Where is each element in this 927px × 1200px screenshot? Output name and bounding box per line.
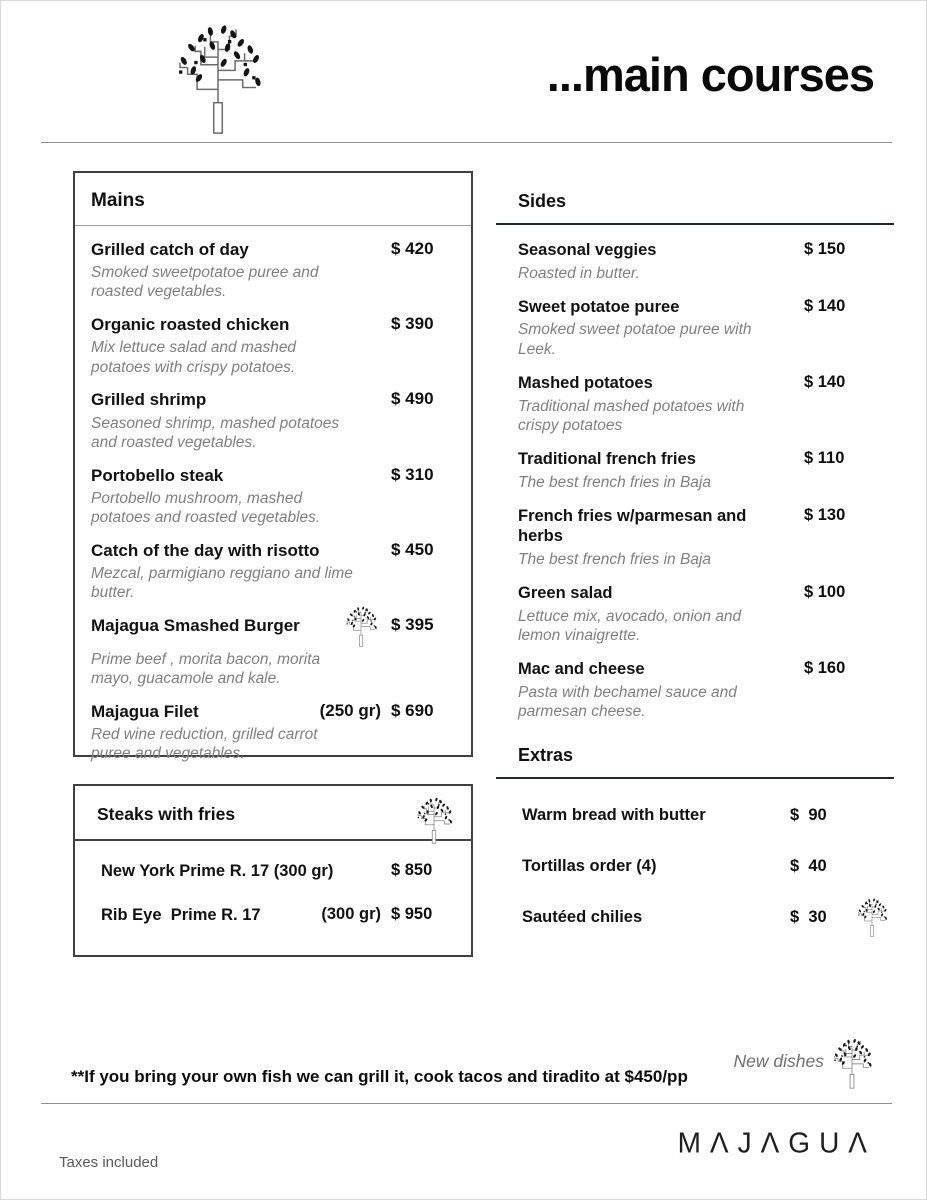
item-price: $ 450	[391, 539, 434, 559]
item-description: Seasoned shrimp, mashed potatoes and roasted vegetables.	[91, 414, 340, 451]
item-name: Seasonal veggies	[518, 241, 657, 259]
item-name: Sweet potatoe puree	[518, 297, 680, 316]
item-price: $ 140	[804, 296, 846, 315]
mains-title: Mains	[91, 190, 145, 211]
item-name: Grilled shrimp	[91, 390, 207, 410]
majagua-wordmark: MΛJΛGUΛ	[677, 1126, 876, 1159]
sides-title: Sides	[518, 191, 567, 211]
item-description: The best french fries in Baja	[518, 551, 711, 569]
item-price: $ 90	[790, 805, 827, 824]
menu-item	[91, 701, 455, 764]
tree-icon	[341, 605, 381, 647]
item-price: $ 850	[391, 861, 433, 879]
menu-item	[91, 540, 455, 603]
menu-item	[91, 389, 455, 452]
steaks-item-list	[75, 841, 471, 925]
menu-item	[522, 897, 894, 937]
item-price: $ 130	[804, 505, 846, 524]
item-name: Organic roasted chicken	[91, 315, 290, 335]
item-description: Red wine reduction, grilled carrot puree and vegetables.	[91, 726, 318, 763]
item-description: Portobello mushroom, mashed potatoes and roasted vegetables.	[91, 489, 321, 527]
item-name: Tortillas order (4)	[522, 857, 657, 876]
menu-item	[518, 659, 894, 721]
item-price: $ 310	[391, 464, 434, 484]
item-price: $ 690	[391, 700, 434, 720]
item-description: The best french fries in Baja	[518, 473, 711, 491]
menu-item	[91, 465, 455, 528]
icon-slot	[850, 846, 894, 886]
header-divider	[41, 142, 892, 143]
menu-item	[101, 905, 455, 926]
new-dishes-badge	[734, 1037, 874, 1089]
icon-slot	[850, 795, 894, 835]
item-size: (300 gr)	[321, 904, 381, 923]
item-description: Mix lettuce salad and mashed potatoes with crispy potatoes.	[91, 339, 297, 376]
majagua-tree-logo-icon	[167, 21, 269, 135]
item-price: $ 30	[790, 907, 827, 926]
mains-item-list	[75, 226, 471, 764]
item-size: (250 gr)	[319, 700, 381, 720]
item-description: Mezcal, parmigiano reggiano and lime butter.	[91, 565, 353, 602]
menu-item	[522, 795, 894, 835]
item-name: Green salad	[518, 584, 613, 603]
item-name: Majagua Smashed Burger	[91, 615, 300, 635]
item-name: French fries w/parmesan and herbs	[518, 506, 751, 546]
item-price: $ 950	[391, 904, 433, 923]
menu-item	[518, 449, 894, 492]
new-dishes-label: New dishes	[733, 1051, 824, 1071]
item-name: Catch of the day with risotto	[91, 540, 320, 560]
item-name: Sautéed chilies	[522, 908, 643, 927]
item-description: Lettuce mix, avocado, onion and lemon vinaigrette.	[518, 607, 742, 645]
item-name: Traditional french fries	[518, 449, 696, 468]
item-name: New York Prime R. 17 (300 gr)	[101, 862, 334, 880]
item-price: $ 40	[790, 856, 827, 875]
taxes-included-label: Taxes included	[59, 1154, 159, 1171]
menu-item	[518, 373, 894, 435]
item-name: Warm bread with butter	[522, 806, 706, 825]
tree-icon	[830, 1037, 874, 1089]
item-description: Smoked sweet potatoe puree with Leek.	[518, 321, 752, 358]
item-price: $ 150	[804, 240, 846, 258]
menu-item	[91, 615, 455, 688]
item-price: $ 490	[391, 389, 434, 409]
item-price: $ 110	[804, 448, 845, 467]
menu-item	[101, 861, 455, 882]
page-title: ...main courses	[546, 48, 874, 101]
sides-item-list	[496, 225, 894, 721]
item-description: Smoked sweetpotatoe puree and roasted vegetables.	[91, 264, 319, 301]
item-price: $ 140	[804, 372, 846, 391]
item-price: $ 100	[804, 583, 846, 602]
item-description: Traditional mashed potatoes with crispy potatoes	[518, 397, 745, 434]
menu-item	[518, 297, 894, 359]
tree-icon	[850, 924, 894, 941]
menu-item	[518, 583, 894, 645]
item-price: $ 160	[804, 659, 846, 678]
steaks-section	[73, 784, 473, 957]
extras-title: Extras	[518, 745, 574, 766]
menu-item	[518, 240, 894, 283]
right-column	[496, 191, 894, 948]
extras-item-list	[496, 779, 894, 937]
mains-section	[73, 171, 473, 763]
item-price: $ 395	[391, 614, 434, 634]
menu-item	[522, 846, 894, 886]
item-name: Mac and cheese	[518, 660, 645, 679]
item-name: Portobello steak	[91, 465, 224, 485]
icon-slot	[850, 897, 894, 937]
menu-item	[518, 506, 894, 569]
item-description: Pasta with bechamel sauce and parmesan cheese.	[518, 683, 737, 721]
footer-divider	[41, 1103, 892, 1104]
menu-item	[91, 239, 455, 302]
item-description: Roasted in butter.	[518, 264, 640, 282]
item-price: $ 390	[391, 314, 434, 334]
item-name: Mashed potatoes	[518, 373, 653, 392]
steaks-title: Steaks with fries	[97, 804, 236, 824]
bring-your-own-fish-note: **If you bring your own fish we can grill it, cook tacos and tiradito at $450/pp	[71, 1067, 688, 1086]
menu-item	[91, 314, 455, 377]
item-name: Majagua Filet	[91, 701, 199, 721]
item-description: Prime beef , morita bacon, morita mayo, guacamole and kale.	[91, 650, 321, 688]
item-name: Grilled catch of day	[91, 240, 249, 259]
item-name: Rib Eye Prime R. 17	[101, 905, 261, 924]
item-price: $ 420	[391, 239, 434, 258]
tree-icon	[413, 796, 455, 844]
